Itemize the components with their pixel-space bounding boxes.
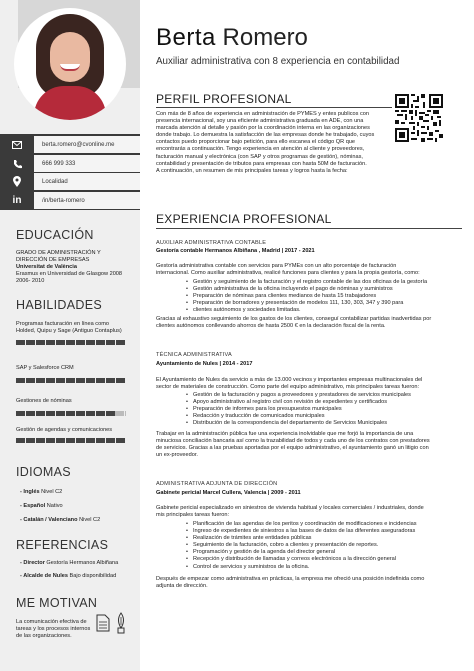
job-3-outro (156, 576, 462, 590)
job-1-tasks (186, 279, 427, 314)
job-title: Auxiliar administrativa con 8 experiencia en contabilidad (156, 56, 400, 67)
job-text-line: Trabajar en la administración pública fue una experiencia inolvidable que me forjó la importancia de una (156, 431, 414, 437)
skill-3-bar-empty (115, 411, 126, 416)
list-item: • Apoyo administrativo al registro civil con revisión de expedientes y certificados (186, 399, 411, 406)
avatar-wrap (14, 8, 126, 120)
language-item (20, 517, 100, 523)
reference-item (20, 560, 118, 566)
contact-phone (0, 154, 140, 173)
motivation-line-3: de las organizaciones. (16, 633, 72, 639)
education-years: 2006- 2010 (16, 278, 45, 284)
language-name: - Catalán / Valenciano (20, 517, 78, 523)
job-text-line: minuciosa conciliación bancaria así como la trazabilidad de todos y cada uno de los contratos con prestadores (156, 438, 430, 445)
job-2-title: TÉCNICA ADMINISTRATIVA (156, 352, 232, 358)
list-item: • Planificación de las agendas de los peritos y coordinación de modificaciones e incidencias (186, 521, 417, 528)
experience-heading: EXPERIENCIA PROFESIONAL (156, 212, 332, 226)
job-text-line: un ex-proveedor. (156, 452, 198, 459)
document-icon (96, 614, 110, 637)
job-1-intro (156, 263, 462, 277)
job-2-company (156, 361, 253, 367)
language-name: - Español (20, 503, 46, 509)
contact-block (0, 134, 140, 210)
linkedin-text[interactable]: /in/berta-romero (34, 192, 140, 209)
skill-1-label-1: Programas facturación en línea como (16, 321, 109, 327)
phone-icon (0, 159, 34, 169)
list-item: • Control de servicios y suministros de la oficina. (186, 564, 417, 571)
reference-item (20, 573, 116, 579)
motivation-heading: ME MOTIVAN (16, 596, 98, 610)
profile-divider (156, 107, 392, 108)
profile-line: Con más de 8 años de experiencia en administración de PYMES y entes publicos con (156, 111, 369, 117)
skill-3-bar (16, 411, 126, 416)
motivation-line-1: La comunicación efectiva de (16, 619, 87, 625)
job-3-title: ADMINISTRATIVA ADJUNTA DE DIRECCIÓN (156, 481, 278, 487)
job-text-line: adjunta de dirección. (156, 583, 208, 590)
list-item: • Gestión de la facturación y pagos a proveedores y prestadores de servicios municipales (186, 392, 411, 399)
skill-2-label: SAP y Salesforce CRM (16, 365, 74, 371)
skill-4-label: Gestión de agendas y comunicaciones (16, 427, 113, 433)
skill-3-label: Gestiones de nóminas (16, 398, 72, 404)
last-name: Romero (222, 24, 308, 51)
degree-line-2: DIRECCIÓN DE EMPRESAS (16, 257, 90, 263)
profile-line: presencia internacional, soy una eficiente administrativa graduada en ADE, con una (156, 118, 364, 125)
job-dates: | 2017 - 2021 (280, 248, 315, 254)
job-text-line: Gabinete pericial especializado en siniestros de vivienda habitual y locales comerciales / industriales, donde (156, 505, 424, 511)
job-2-intro (156, 377, 462, 391)
profile-line: contactos puedo proporcionar bajo petición, para ello escanea el código QR que (156, 139, 356, 146)
candidate-name (156, 24, 308, 52)
job-1-company (156, 248, 315, 254)
skills-heading: HABILIDADES (16, 298, 102, 312)
reference-text: Gestoría Hermanos Albiñana (44, 560, 119, 566)
location-text: Localidad (34, 173, 140, 190)
language-level: Nativo (45, 503, 63, 509)
job-text-line: El Ayuntamiento de Nules da servicio a más de 13.000 vecinos y importantes empresas multinacionales del (156, 377, 423, 383)
phone-text: 666 999 333 (34, 155, 140, 172)
list-item: • clientes autónomos y sociedades limitadas. (186, 307, 427, 314)
job-3-company (156, 490, 301, 496)
first-name: Berta (156, 24, 216, 51)
job-text-line: Gracias al exhaustivo seguimiento de los gastos de los clientes, conseguí contabilizar partidas inadvertidas por (156, 316, 432, 322)
email-text[interactable]: berta.romero@cvonline.me (34, 136, 140, 153)
school-name: Universitat de València (16, 264, 77, 270)
languages-heading: IDIOMAS (16, 465, 71, 479)
profile-line: encontrarás a continuación. Tengo experiencia en atención al cliente y proveedores, (156, 146, 365, 153)
list-item: • Preparación de borradores y presentación de modelos 111, 130, 303, 347 y 390 para (186, 300, 427, 307)
reference-name: - Alcalde de Nules (20, 573, 68, 579)
job-2-outro (156, 431, 462, 459)
list-item: • Realización de trámites ante entidades públicas (186, 535, 417, 542)
language-level: Nivel C2 (77, 517, 101, 523)
skill-4-bar (16, 438, 126, 443)
list-item: • Recepción y distribución de llamadas y correos electrónicos a la dirección general (186, 556, 417, 563)
list-item: • Preparación de nóminas para clientes medianos de hasta 15 trabajadores (186, 293, 427, 300)
job-text-line: internacional. Como auxiliar administrativa, realicé funciones para clientes y para la propia gestoría, como: (156, 270, 420, 277)
list-item: • Gestión y seguimiento de la facturación y el registro contable de las dos oficinas de la gestoría (186, 279, 427, 286)
job-1-outro (156, 316, 462, 330)
profile-line: A continuación, un resumen de mis principales tareas y logros hasta la fecha: (156, 167, 348, 174)
job-text-line: Gestoría administrativa contable con servicios para PYMEs con un alto porcentaje de facturación (156, 263, 397, 269)
contact-linkedin (0, 191, 140, 210)
job-text-line: de servicios. Gracias a las pruebas aportadas por el equipo administrativo, el ayuntamiento ganó un litigio con (156, 445, 429, 452)
degree-line-1: GRADO DE ADMINISTRACIÓN Y (16, 250, 101, 256)
contact-email (0, 135, 140, 154)
education-heading: EDUCACIÓN (16, 228, 94, 242)
list-item: • Redacción y traducción de comunicados municipales (186, 413, 411, 420)
job-dates: | 2014 - 2017 (217, 361, 253, 367)
job-text-line: Después de empezar como administrativa en prácticas, la empresa me ofreció una posición indefinida como (156, 576, 425, 582)
list-item: • Gestión administrativa de la oficina incluyendo el pago de nóminas y suministros (186, 286, 427, 293)
profile-line: donde trabajo. Lo demuestra la satisfacción de las empresas donde he trabajado, cuyos (156, 132, 375, 139)
map-pin-icon (0, 176, 34, 187)
profile-line: marcada atención al detalle y pasión por la coordinación interna en las organizaciones (156, 125, 370, 132)
skill-1-bar (16, 340, 126, 345)
profile-text (156, 111, 392, 175)
sidebar (0, 0, 140, 671)
job-text-line: sector de materiales de construcción. Como parte del equipo administrativo, mis principales tareas fueron: (156, 384, 420, 391)
list-item: • Ingreso de expedientes de siniestros a las bases de datos de las diferentes aseguradoras (186, 528, 417, 535)
envelope-icon (0, 141, 34, 149)
linkedin-icon: in (12, 195, 22, 206)
job-text-line: mis principales tareas fueron: (156, 512, 230, 519)
references-heading: REFERENCIAS (16, 538, 109, 552)
job-3-tasks (186, 521, 417, 571)
job-company-name: Gabinete pericial Marcel Cullera, Valencia (156, 490, 267, 496)
list-item: • Programación y gestión de la agenda del director general (186, 549, 417, 556)
experience-divider (156, 228, 462, 229)
job-1-title: AUXILIAR ADMINISTRATIVA CONTABLE (156, 240, 267, 246)
reference-text: Bajo disponibilidad (67, 573, 117, 579)
reference-name: - Director (20, 560, 45, 566)
job-2-tasks (186, 392, 411, 427)
avatar-face (50, 32, 90, 82)
language-name: - Inglés (20, 489, 40, 495)
profile-heading: PERFIL PROFESIONAL (156, 92, 292, 106)
profile-line: contabilidad y presentación de tributos para empresas con hasta 50M de facturación. (156, 160, 367, 167)
list-item: • Distribución de la correspondencia del departamento de Servicios Municipales (186, 420, 411, 427)
language-item (20, 503, 63, 509)
qr-code-icon[interactable] (395, 94, 443, 142)
erasmus-text: Erasmus en Universidad de Glasgow 2008 (16, 271, 123, 277)
pen-icon (114, 612, 128, 639)
job-company-name: Ayuntamiento de Nules (156, 361, 218, 367)
profile-line: facturación manual y electrónica (con SAP y otros programas de gestión), nóminas, (156, 153, 363, 160)
job-company-name: Gestoría contable Hermanos Albiñana , Madrid (156, 248, 281, 254)
job-text-line: clientes autónomos conllevando ahorros de hasta 2500 € en la declaración fiscal de la renta. (156, 323, 386, 330)
motivation-line-2: tareas y los procesos internos (16, 626, 91, 632)
skill-2-bar (16, 378, 126, 383)
language-item (20, 489, 62, 495)
language-level: Nivel C2 (39, 489, 63, 495)
skill-1-label-2: Holded, Quipu y Sage (Antiguo Contaplus) (16, 328, 122, 334)
list-item: • Seguimiento de la facturación, cobro a clientes y presentación de reportes. (186, 542, 417, 549)
contact-location (0, 172, 140, 191)
avatar (14, 8, 126, 120)
job-3-intro (156, 505, 462, 519)
job-dates: | 2009 - 2011 (266, 490, 301, 496)
list-item: • Preparación de informes para los presupuestos municipales (186, 406, 411, 413)
